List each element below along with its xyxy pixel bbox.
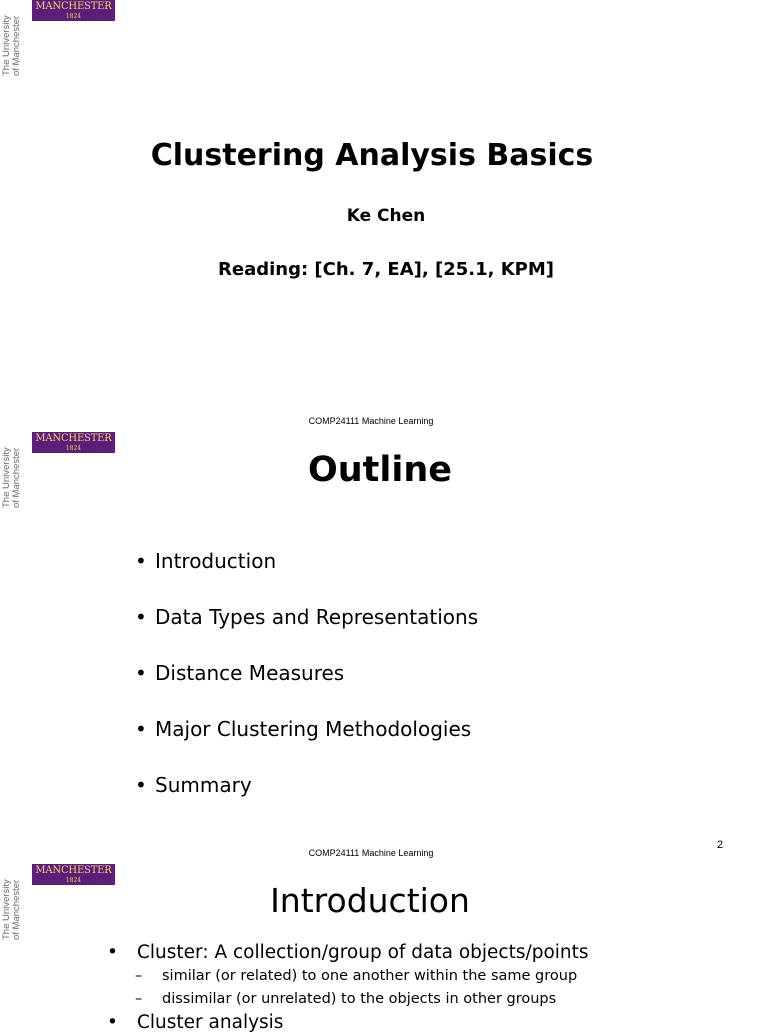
- side-line-1: The University: [1, 15, 12, 76]
- intro-list: [107, 941, 589, 1035]
- bullet-icon: •: [135, 605, 147, 629]
- dash-icon: –: [135, 991, 143, 1007]
- slide-title: Clustering Analysis Basics: [150, 138, 594, 173]
- logo-name: MANCHESTER: [35, 433, 112, 444]
- page-number: 2: [717, 839, 724, 851]
- outline-list: [135, 549, 478, 829]
- dash-icon: –: [135, 968, 143, 984]
- bullet-icon: •: [135, 717, 147, 741]
- sub-list-item: – similar (or related) to one another within the same group: [107, 965, 589, 988]
- list-item: • Introduction: [135, 549, 277, 573]
- list-item: • Major Clustering Methodologies: [135, 717, 472, 741]
- list-item: • Data Types and Representations: [135, 605, 479, 629]
- author-name: Ke Chen: [346, 206, 426, 226]
- list-item: • Cluster: A collection/group of data objects/points: [107, 942, 589, 963]
- logo-name: MANCHESTER: [35, 1, 112, 12]
- list-item: • Summary: [135, 773, 252, 797]
- bullet-icon: •: [135, 549, 147, 573]
- slide-footer: COMP24111 Machine Learning: [308, 416, 434, 426]
- logo-year: 1824: [65, 445, 82, 452]
- side-line-2: of Manchester: [11, 15, 22, 76]
- logo-year: 1824: [65, 877, 82, 884]
- slide-1: [0, 0, 768, 432]
- slide-2: [0, 432, 768, 864]
- slide-title: Introduction: [270, 881, 470, 920]
- side-line-2: of Manchester: [11, 879, 22, 940]
- reading-line: Reading: [Ch. 7, EA], [25.1, KPM]: [218, 259, 554, 280]
- university-side-text: [2, 12, 30, 76]
- university-logo: [32, 0, 115, 21]
- side-line-2: of Manchester: [11, 447, 22, 508]
- slide-title: Outline: [307, 450, 453, 490]
- logo-name: MANCHESTER: [35, 865, 112, 876]
- bullet-icon: •: [107, 1012, 118, 1033]
- side-line-1: The University: [1, 447, 12, 508]
- slide-footer: COMP24111 Machine Learning: [308, 848, 434, 858]
- bullet-icon: •: [107, 942, 118, 963]
- side-line-1: The University: [1, 879, 12, 940]
- list-item: • Cluster analysis: [107, 1012, 284, 1033]
- bullet-icon: •: [135, 773, 147, 797]
- list-item: • Distance Measures: [135, 661, 345, 685]
- sub-list-item: – dissimilar (or unrelated) to the objects in other groups: [107, 988, 589, 1011]
- logo-year: 1824: [65, 13, 82, 20]
- bullet-icon: •: [135, 661, 147, 685]
